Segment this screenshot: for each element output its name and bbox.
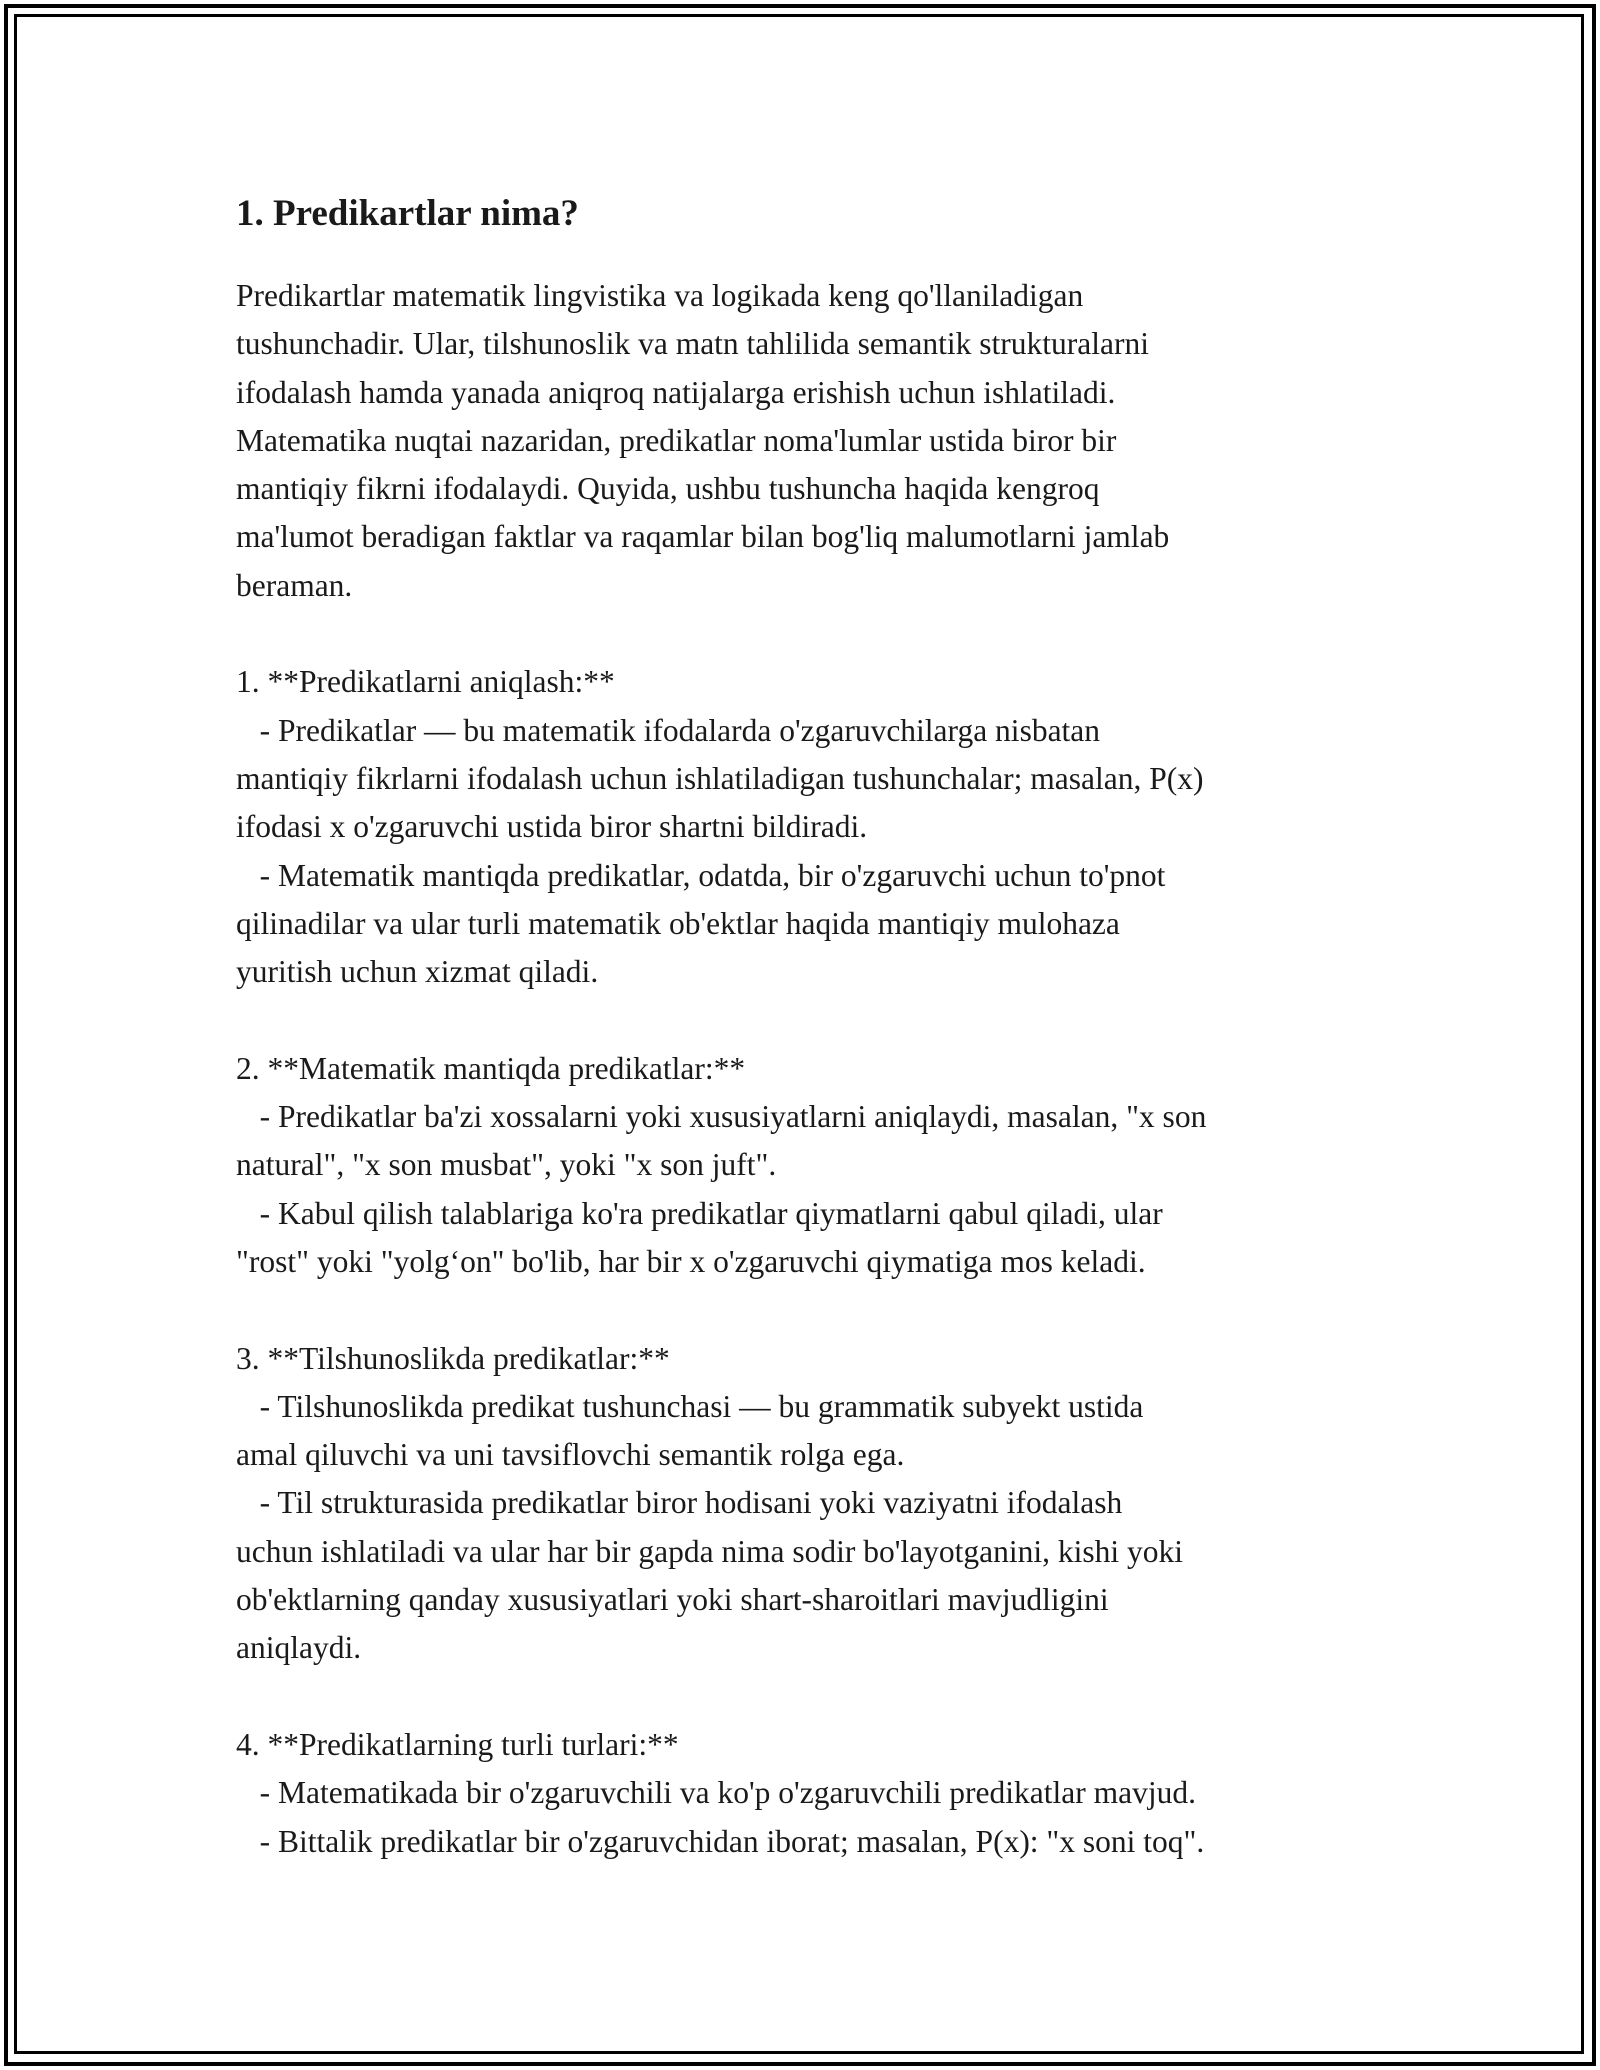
text-line: ifodasi x o'zgaruvchi ustida biror shartni bildiradi. [236,809,868,845]
text-line: mantiqiy fikrlarni ifodalash uchun ishlatiladigan tushunchalar; masalan, P(x) [236,760,1204,796]
text-line: - Til strukturasida predikatlar biror hodisani yoki vaziyatni ifodalash [236,1485,1123,1521]
text-line: - Bittalik predikatlar bir o'zgaruvchidan iborat; masalan, P(x): "x soni toq". [236,1823,1205,1859]
text-line: 3. **Tilshunoslikda predikatlar:** [236,1340,670,1376]
text-line: Matematika nuqtai nazaridan, predikatlar noma'lumlar ustida biror bir [236,422,1117,458]
text-line: yuritish uchun xizmat qiladi. [236,954,599,990]
blank-line [236,1286,1396,1334]
text-line: - Predikatlar ba'zi xossalarni yoki xususiyatlarni aniqlaydi, masalan, "x son [236,1099,1207,1135]
document-body [236,188,1396,1866]
text-line: beraman. [236,567,353,603]
text-line: - Predikatlar — bu matematik ifodalarda o'zgaruvchilarga nisbatan [236,712,1101,748]
blank-line [236,996,1396,1044]
text-line: natural", "x son musbat", yoki "x son juft". [236,1147,777,1183]
text-line: uchun ishlatiladi va ular har bir gapda nima sodir bo'layotganini, kishi yoki [236,1533,1183,1569]
text-line: - Matematikada bir o'zgaruvchili va ko'p o'zgaruvchili predikatlar mavjud. [236,1775,1196,1811]
text-line: amal qiluvchi va uni tavsiflovchi semantik rolga ega. [236,1437,905,1473]
document-title: 1. Predikartlar nima? [236,193,579,234]
text-line: "rost" yoki "yolg‘on" bo'lib, har bir x o'zgaruvchi qiymatiga mos keladi. [236,1243,1146,1279]
text-line: - Kabul qilish talablariga ko'ra predikatlar qiymatlarni qabul qiladi, ular [236,1195,1163,1231]
text-line: mantiqiy fikrni ifodalaydi. Quyida, ushbu tushuncha haqida kengroq [236,471,1100,507]
text-line: 1. **Predikatlarni aniqlash:** [236,664,615,700]
text-line: aniqlaydi. [236,1630,362,1666]
text-line: 4. **Predikatlarning turli turlari:** [236,1726,679,1762]
text-line: ifodalash hamda yanada aniqroq natijalarga erishish uchun ishlatiladi. [236,374,1116,410]
document-text [236,272,1396,1866]
text-line: - Matematik mantiqda predikatlar, odatda, bir o'zgaruvchi uchun to'pnot [236,857,1166,893]
text-line: ma'lumot beradigan faktlar va raqamlar bilan bog'liq malumotlarni jamlab [236,519,1170,555]
blank-line [236,1673,1396,1721]
text-line: Predikartlar matematik lingvistika va logikada keng qo'llaniladigan [236,278,1084,313]
text-line: 2. **Matematik mantiqda predikatlar:** [236,1050,746,1086]
text-line: qilinadilar va ular turli matematik ob'ektlar haqida mantiqiy mulohaza [236,905,1120,941]
blank-line [236,610,1396,658]
text-line: tushunchadir. Ular, tilshunoslik va matn tahlilida semantik strukturalarni [236,326,1149,362]
text-line: ob'ektlarning qanday xususiyatlari yoki shart-sharoitlari mavjudligini [236,1582,1109,1618]
text-line: - Tilshunoslikda predikat tushunchasi — bu grammatik subyekt ustida [236,1388,1144,1424]
